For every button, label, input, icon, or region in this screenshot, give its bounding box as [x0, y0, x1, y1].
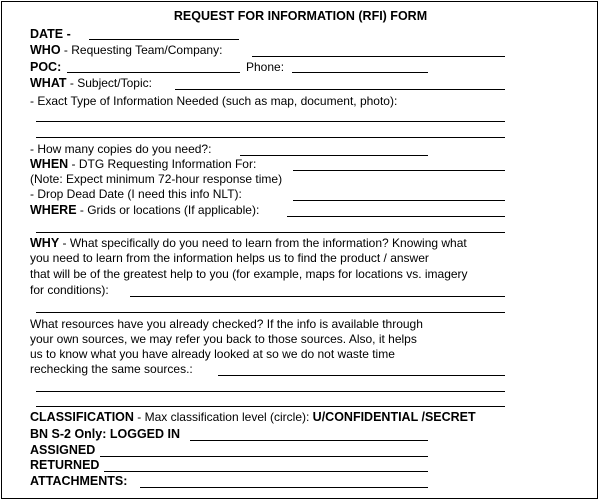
- returned-label: RETURNED: [30, 458, 100, 472]
- classification-label: CLASSIFICATION: [30, 410, 134, 424]
- drop-dead-field[interactable]: [293, 200, 505, 201]
- why-line-3: that will be of the greatest help to you (for example, maps for locations vs. imagery: [30, 267, 468, 281]
- returned-field[interactable]: [104, 471, 428, 472]
- when-row: [30, 157, 256, 172]
- who-text: - Requesting Team/Company:: [63, 43, 223, 57]
- resources-field-2[interactable]: [36, 391, 505, 392]
- what-row: [30, 76, 152, 91]
- phone-field[interactable]: [292, 72, 428, 73]
- classification-row: [30, 410, 476, 425]
- who-row: [30, 43, 222, 58]
- exact-type-field-2[interactable]: [36, 137, 505, 138]
- resources-row-2: [30, 332, 417, 347]
- what-label: WHAT: [30, 76, 67, 90]
- where-text: - Grids or locations (If applicable):: [79, 203, 260, 217]
- classification-levels[interactable]: U/CONFIDENTIAL /SECRET: [312, 410, 476, 424]
- assigned-row: [30, 443, 95, 458]
- poc-row: [30, 60, 61, 75]
- dtg-field[interactable]: [293, 170, 505, 171]
- attachments-label: ATTACHMENTS:: [30, 474, 128, 488]
- copies-field[interactable]: [240, 155, 428, 156]
- copies-row: [30, 142, 211, 157]
- what-text: - Subject/Topic:: [69, 76, 152, 90]
- logged-in-field[interactable]: [190, 440, 428, 441]
- why-line-2: you need to learn from the information helps us to find the product / answer: [30, 251, 429, 265]
- resources-line-1: What resources have you already checked? If the info is available through: [30, 317, 423, 331]
- resources-line-3: us to know what you have already looked at so we do not waste time: [30, 347, 395, 361]
- form-title: REQUEST FOR INFORMATION (RFI) FORM: [173, 9, 428, 23]
- classification-text: - Max classification level (circle):: [137, 410, 310, 424]
- returned-row: [30, 458, 99, 473]
- grids-field-1[interactable]: [287, 216, 505, 217]
- drop-dead-row: [30, 187, 242, 202]
- resources-row-1: [30, 317, 423, 332]
- exact-type-text: - Exact Type of Information Needed (such as map, document, photo):: [30, 94, 398, 108]
- assigned-field[interactable]: [100, 456, 428, 457]
- attachments-row: [30, 474, 127, 489]
- when-text: - DTG Requesting Information For:: [71, 157, 257, 171]
- bn-label: BN S-2 Only: LOGGED IN: [30, 427, 181, 441]
- why-field-1[interactable]: [130, 296, 505, 297]
- why-field-2[interactable]: [36, 312, 505, 313]
- resources-line-4: rechecking the same sources.:: [30, 362, 193, 376]
- phone-row: [246, 60, 284, 75]
- bn-row: [30, 427, 180, 442]
- where-row: [30, 203, 259, 218]
- subject-topic-field[interactable]: [175, 89, 505, 90]
- resources-field-1[interactable]: [218, 375, 505, 376]
- exact-type-field-1[interactable]: [36, 121, 505, 122]
- grids-field-2[interactable]: [36, 232, 505, 233]
- why-row-4: [30, 283, 109, 298]
- attachments-field[interactable]: [140, 487, 428, 488]
- where-label: WHERE: [30, 203, 77, 217]
- why-row-2: [30, 251, 429, 266]
- date-row: [30, 27, 71, 42]
- note-row: [30, 172, 282, 187]
- why-label: WHY: [30, 236, 60, 250]
- why-line-4: for conditions):: [30, 283, 109, 297]
- who-label: WHO: [30, 43, 61, 57]
- phone-label: Phone:: [246, 60, 285, 74]
- drop-dead-text: - Drop Dead Date (I need this info NLT):: [30, 187, 242, 201]
- resources-row-3: [30, 347, 395, 362]
- poc-field[interactable]: [67, 72, 240, 73]
- why-row-3: [30, 267, 468, 282]
- exact-type-row: [30, 94, 397, 109]
- resources-row-4: [30, 362, 193, 377]
- why-line-1: - What specifically do you need to learn from the information? Knowing what: [62, 236, 467, 250]
- date-label: DATE -: [30, 27, 71, 41]
- note-text: (Note: Expect minimum 72-hour response time): [30, 172, 283, 186]
- copies-text: - How many copies do you need?:: [30, 142, 212, 156]
- when-label: WHEN: [30, 157, 69, 171]
- requesting-team-field[interactable]: [252, 56, 505, 57]
- poc-label: POC:: [30, 60, 62, 74]
- date-field[interactable]: [89, 39, 239, 40]
- resources-line-2: your own sources, we may refer you back to those sources. Also, it helps: [30, 332, 417, 346]
- why-row-1: [30, 236, 467, 251]
- resources-field-3[interactable]: [36, 406, 505, 407]
- assigned-label: ASSIGNED: [30, 443, 96, 457]
